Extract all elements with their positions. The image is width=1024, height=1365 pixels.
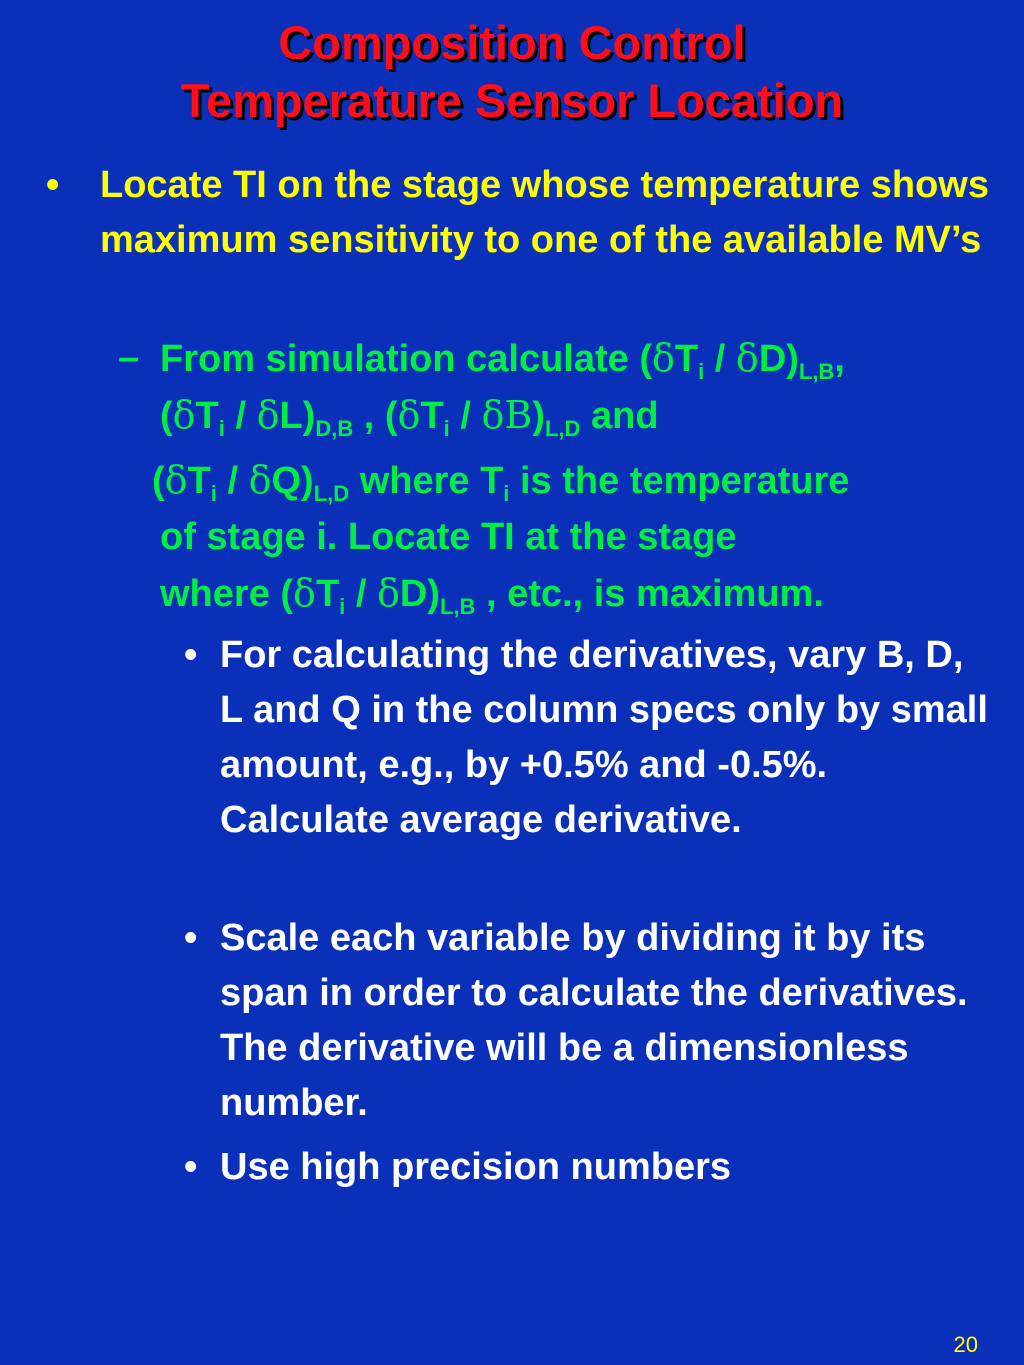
page-number: 20 bbox=[953, 1332, 978, 1357]
bullet-dot-icon: • bbox=[184, 917, 198, 959]
main-bullet bbox=[46, 158, 1006, 268]
sub-bullet bbox=[118, 330, 998, 622]
detail-bullet-2 bbox=[184, 911, 994, 1131]
main-bullet-text: Locate TI on the stage whose temperature shows maximum sensitivity to one of the available MV’s bbox=[100, 164, 989, 261]
dash-icon: – bbox=[118, 337, 140, 379]
bullet-dot-icon: • bbox=[184, 1146, 198, 1188]
bullet-dot-icon: • bbox=[46, 164, 60, 206]
detail-bullet-text: Use high precision numbers bbox=[220, 1146, 731, 1188]
detail-bullet-3 bbox=[184, 1140, 994, 1195]
sub-line-3: $(\delta T_i / \delta Q)_{L,D}$ where $T_i$ is the temperature bbox=[152, 458, 850, 506]
detail-bullet-text: Scale each variable by dividing it by its span in order to calculate the derivatives. The derivative will be a dimensionless number. bbox=[220, 917, 968, 1124]
sub-line-1: From simulation calculate $(\delta T_i / \delta D)_{L,B}$, bbox=[160, 336, 845, 384]
bullet-dot-icon: • bbox=[184, 634, 198, 676]
detail-bullet-text: For calculating the derivatives, vary B, D, L and Q in the column specs only by small amount, e.g., by +0.5% and -0.5%. Calculate average derivative. bbox=[220, 634, 988, 841]
sub-line-5: where $(\delta T_i / \delta D)_{L,B}$ , etc., is maximum. bbox=[160, 571, 824, 619]
detail-bullet-1 bbox=[184, 628, 994, 848]
sub-line-4: of stage i. Locate TI at the stage bbox=[160, 516, 737, 558]
title-line-2: Temperature Sensor Location bbox=[180, 74, 844, 127]
slide-title bbox=[0, 14, 1024, 130]
sub-line-2: $(\delta T_i / \delta L)_{D,B}$ , $(\delta T_i / \delta B)_{L,D}$ and bbox=[160, 393, 659, 441]
title-line-1: Composition Control bbox=[278, 16, 746, 69]
